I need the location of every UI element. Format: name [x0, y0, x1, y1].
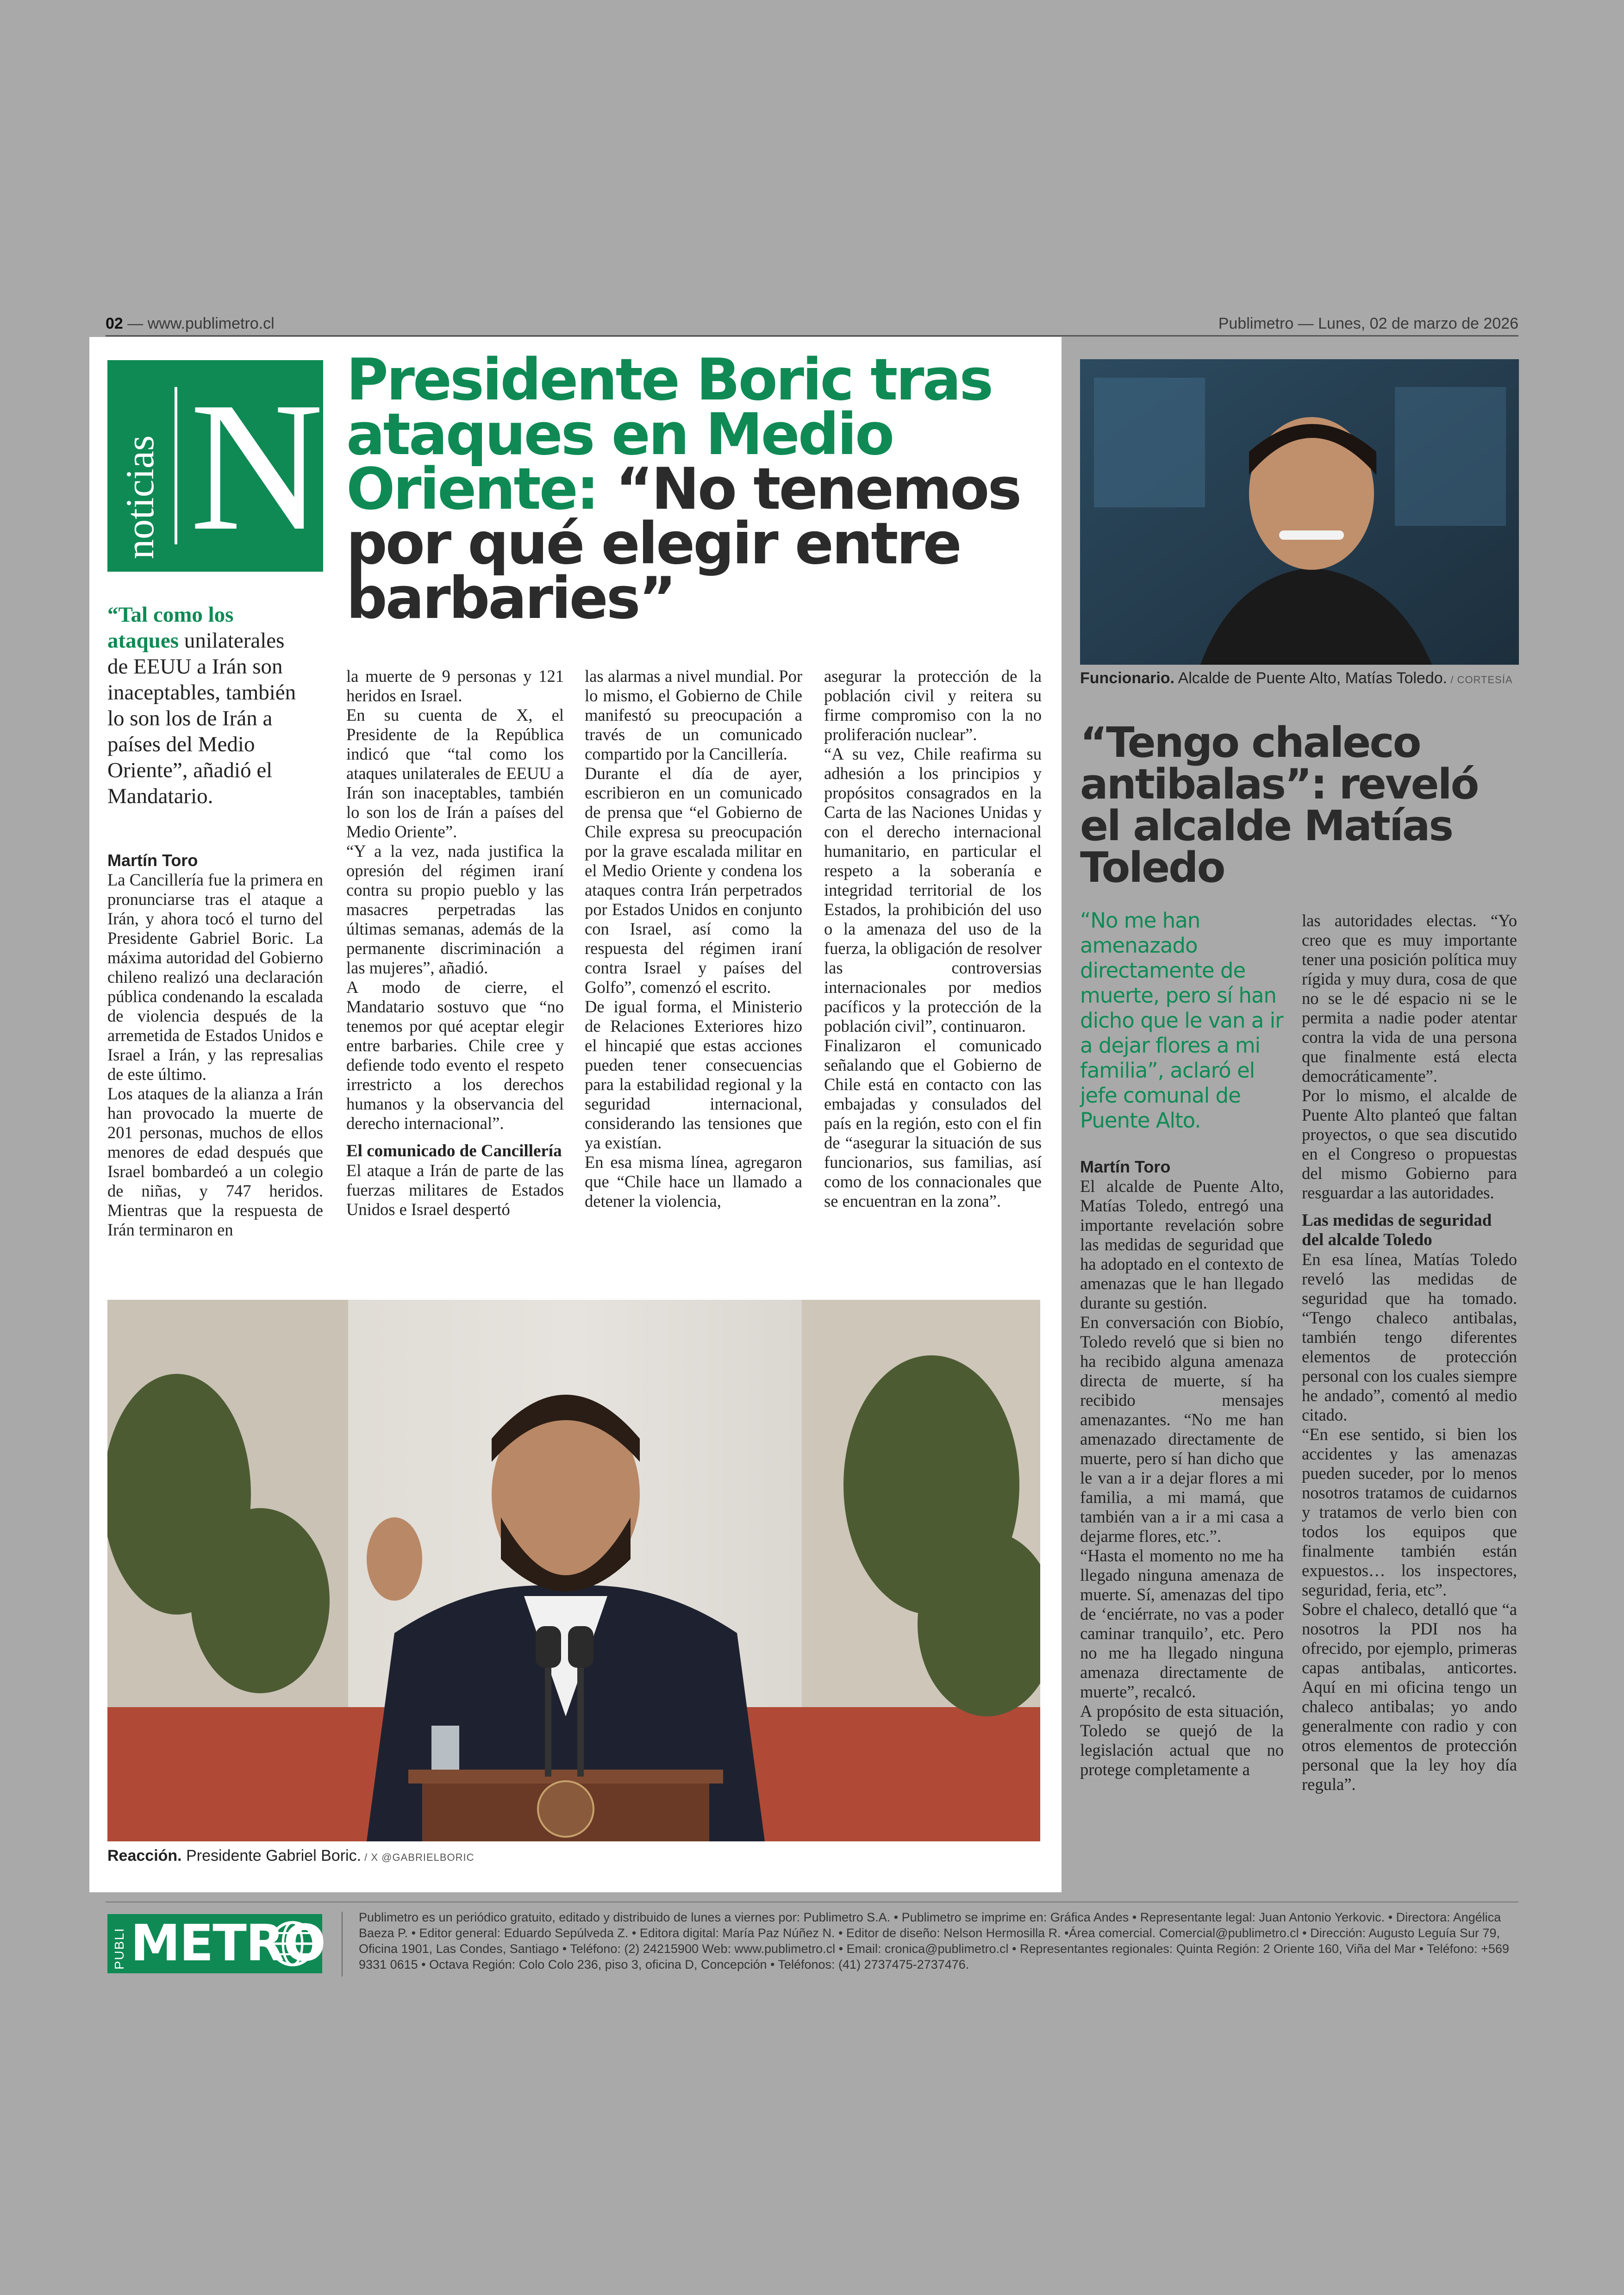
paragraph: Sobre el chaleco, detalló que “a nosotros la PDI nos ha ofrecido, por ejemplo, primeras capas antibalas, anticortes. Aquí en mi oficina tengo un chaleco antibalas; yo ando generalmente con radio y con otros elementos de protección personal que la ley hoy día regula”.: [1302, 1600, 1517, 1794]
paragraph: la muerte de 9 personas y 121 heridos en Israel.: [346, 667, 564, 705]
footer-imprint: Publimetro es un periódico gratuito, editado y distribuido de lunes a viernes por: Publimetro S.A. • Publimetro se imprime en: Gráfica Andes • Representante legal: Juan Antonio Yerkovic. • Directora: Angélica Baeza P. • Editor general: Eduardo Sepúlveda Z. • Editora digital: María Paz Núñez N. • Editor de diseño: Nelson Hermosilla R. •Área comercial. Comercial@publimetro.cl • Dirección: Augusto Leguía Sur 79, Oficina 1901, Las Condes, Santiago • Teléfono: (2) 24215900 Web: www.publimetro.cl • Email: cronica@publimetro.cl • Representantes regionales: Quinta Región: 2 Oriente 160, Viña del Mar • Teléfono: +569 9331 0615 • Octava Región: Colo Colo 236, piso 3, oficina D, Concepción • Teléfonos: (41) 2737475-2737476.: [359, 1910, 1509, 1971]
paragraph: El ataque a Irán de parte de las fuerzas militares de Estados Unidos e Israel despertó: [346, 1161, 564, 1219]
section-letter: N: [190, 364, 324, 569]
paragraph: En esa misma línea, agregaron que “Chile hace un llamado a detener la violencia,: [585, 1153, 802, 1210]
side-headline: “Tengo chaleco antibalas”: reveló el alcalde Matías Toledo: [1080, 718, 1478, 892]
headline-black: “No tenemos por qué elegir entre barbaries”: [346, 456, 1020, 632]
paragraph: las autoridades electas. “Yo creo que es muy importante tener una posición política muy rígida y muy dura, cosa de que no se le dé espacio ni se le permita a nadie poder atentar contra la vida de una persona que finalmente está electa democráticamente”.: [1302, 911, 1517, 1085]
paragraph: “Y a la vez, nada justifica la opresión del régimen iraní contra su propio pueblo y las masacres perpetradas las últimas semanas, además de la permanente discriminación a las mujeres”, añadió.: [346, 842, 564, 977]
toledo-photo-illustration: [1080, 359, 1519, 665]
paragraph: La Cancillería fue la primera en pronunciarse tras el ataque a Irán, y ahora tocó el turno del Presidente Gabriel Boric. La máxima autoridad del Gobierno chileno realizó una declaración pública condenando la escalada de violencia después de la arremetida de Estados Unidos e Israel a Irán, y las represalias de este último.: [107, 870, 323, 1084]
side-column-1: [1080, 1157, 1284, 1779]
paragraph: las alarmas a nivel mundial. Por lo mismo, el Gobierno de Chile manifestó su preocupación a través de un comunicado compartido por la Cancillería.: [585, 667, 802, 763]
folio-right: Publimetro — Lunes, 02 de marzo de 2026: [1218, 315, 1518, 332]
side-photo: [1080, 359, 1519, 665]
caption-lead: Funcionario.: [1080, 669, 1174, 687]
globe-icon: [269, 1920, 317, 1968]
paragraph: “Hasta el momento no me ha llegado ninguna amenaza de muerte. Sí, amenazas del tipo de ‘enciérrate, no vas a poder caminar tranquilo’, etc. Pero no me ha llegado ninguna amenaza directamente de muerte”, recalcó.: [1080, 1546, 1284, 1701]
article-column-3: [585, 667, 802, 1211]
section-divider: [175, 387, 177, 544]
folio-left: [106, 315, 275, 333]
main-photo-caption: [107, 1847, 475, 1865]
paragraph: En conversación con Biobío, Toledo reveló que si bien no ha recibido alguna amenaza directa de muerte, sí ha recibido mensajes amenazantes. “No me han amenazado directamente de muerte, pero sí han dicho que le van a ir a dejar flores a mi familia, a mi mamá, que también van a ir a mi casa a dejarme flores, etc.”.: [1080, 1313, 1284, 1546]
folio-url: — www.publimetro.cl: [127, 315, 275, 332]
caption-lead: Reacción.: [107, 1847, 182, 1865]
paragraph: De igual forma, el Ministerio de Relaciones Exteriores hizo el hincapié que estas acciones pueden tener consecuencias para la estabilidad regional y la seguridad internacional, considerando las tensiones que ya existían.: [585, 997, 802, 1152]
paragraph: En esa línea, Matías Toledo reveló las medidas de seguridad que ha tomado. “Tengo chaleco antibalas, también tengo diferentes elementos de protección personal con los cuales siempre he andado”, comentó al medio citado.: [1302, 1250, 1517, 1424]
paragraph: “A su vez, Chile reafirma su adhesión a los principios y propósitos consagrados en la Carta de las Naciones Unidas y con el derecho internacional humanitario, en particular el respeto a la soberanía e integridad territorial de los Estados, la prohibición del uso o la amenaza del uso de la fuerza, la obligación de resolver las controversias internacionales por medios pacíficos y la protección de la población civil”, continuaron.: [824, 744, 1042, 1035]
footer-divider: [342, 1912, 343, 1977]
page-number: 02: [106, 315, 123, 332]
logo-publi: PUBLI: [112, 1927, 126, 1970]
subheading: Las medidas de seguridad del alcalde Toledo: [1302, 1211, 1492, 1249]
subheading: El comunicado de Cancillería: [346, 1141, 562, 1160]
main-photo: [107, 1300, 1040, 1841]
paragraph: asegurar la protección de la población civil y reitera su firme compromiso con la no proliferación nuclear”.: [824, 667, 1042, 744]
logo-metro: METRO: [131, 1915, 325, 1972]
publimetro-logo: [107, 1914, 325, 1973]
top-rule: [106, 335, 1518, 337]
side-column-2: [1302, 911, 1517, 1794]
paragraph: El alcalde de Puente Alto, Matías Toledo, entregó una importante revelación sobre las medidas de seguridad que ha adoptado en el contexto de amenazas que le han llegado durante su gestión.: [1080, 1177, 1284, 1312]
caption-text: Alcalde de Puente Alto, Matías Toledo.: [1174, 669, 1448, 687]
boric-photo-illustration: [107, 1300, 1040, 1841]
section-label: noticias: [118, 435, 162, 559]
paragraph: A modo de cierre, el Mandatario sostuvo que “no tenemos por qué aceptar elegir entre barbaries. Chile cree y defiende todo evento el respeto irrestricto a los derechos humanos y la observancia del derecho internacional”.: [346, 978, 564, 1133]
pull-quote-rest: unilaterales de EEUU a Irán son inaceptables, también lo son los de Irán a países del Medio Oriente”, añadió el Mandatario.: [107, 629, 296, 808]
paragraph: Por lo mismo, el alcalde de Puente Alto planteó que faltan proyectos, o que sea discutido en el Congreso o propuestas del mismo Gobierno para resguardar a las autoridades.: [1302, 1086, 1517, 1202]
paragraph: Durante el día de ayer, escribieron en un comunicado de prensa que “el Gobierno de Chile expresa su preocupación por la grave escalada militar en el Medio Oriente y condena los ataques contra Irán perpetrados por Estados Unidos en conjunto con Israel, así como la respuesta del régimen iraní contra Israel y países del Golfo”, comenzó el escrito.: [585, 764, 802, 997]
paragraph: Finalizaron el comunicado señalando que el Gobierno de Chile está en contacto con las embajadas y consulados del país en la región, esto con el fin de “asegurar la situación de sus funcionarios, sus familias, así como de los connacionales que se encuentran en la zona”.: [824, 1036, 1042, 1210]
paragraph: En su cuenta de X, el Presidente de la República indicó que “tal como los ataques unilaterales de EEUU a Irán son inaceptables, también lo son los de Irán a países del Medio Oriente”.: [346, 705, 564, 841]
side-pull-quote: “No me han amenazado directamente de muerte, pero sí han dicho que le van a ir a dejar flores a mi familia”, aclaró el jefe comunal de Puente Alto.: [1080, 908, 1283, 1133]
paragraph: A propósito de esta situación, Toledo se quejó de la legislación actual que no protege completamente a: [1080, 1702, 1284, 1779]
pull-quote-green: “Tal como los ataques: [107, 603, 234, 653]
article-column-1: [107, 851, 323, 1240]
pull-quote: [107, 602, 306, 809]
paragraph: Los ataques de la alianza a Irán han provocado la muerte de 201 personas, muchos de ellos menores de edad después que Israel bombardeó a un colegio de niñas, y 747 heridos. Mientras que la respuesta de Irán terminaron en: [107, 1084, 323, 1239]
side-photo-caption: [1080, 668, 1519, 690]
headline-green: Presidente Boric tras ataques en Medio Oriente:: [346, 347, 992, 523]
main-headline: [346, 347, 1055, 632]
paragraph: “En ese sentido, si bien los accidentes y las amenazas pueden suceder, por lo menos nosotros tratamos de cuidarnos y tratamos de verlo bien con todos los equipos que finalmente también están expuestos… los inspectores, seguridad, feria, etc”.: [1302, 1425, 1517, 1599]
byline: Martín Toro: [107, 851, 198, 870]
section-logo: [107, 360, 323, 572]
caption-text: Presidente Gabriel Boric.: [181, 1847, 362, 1865]
article-column-2: [346, 667, 564, 1219]
photo-credit: / X @GABRIELBORIC: [361, 1852, 475, 1863]
photo-credit: / CORTESÍA: [1447, 674, 1513, 686]
article-column-4: [824, 667, 1042, 1211]
byline: Martín Toro: [1080, 1157, 1171, 1176]
